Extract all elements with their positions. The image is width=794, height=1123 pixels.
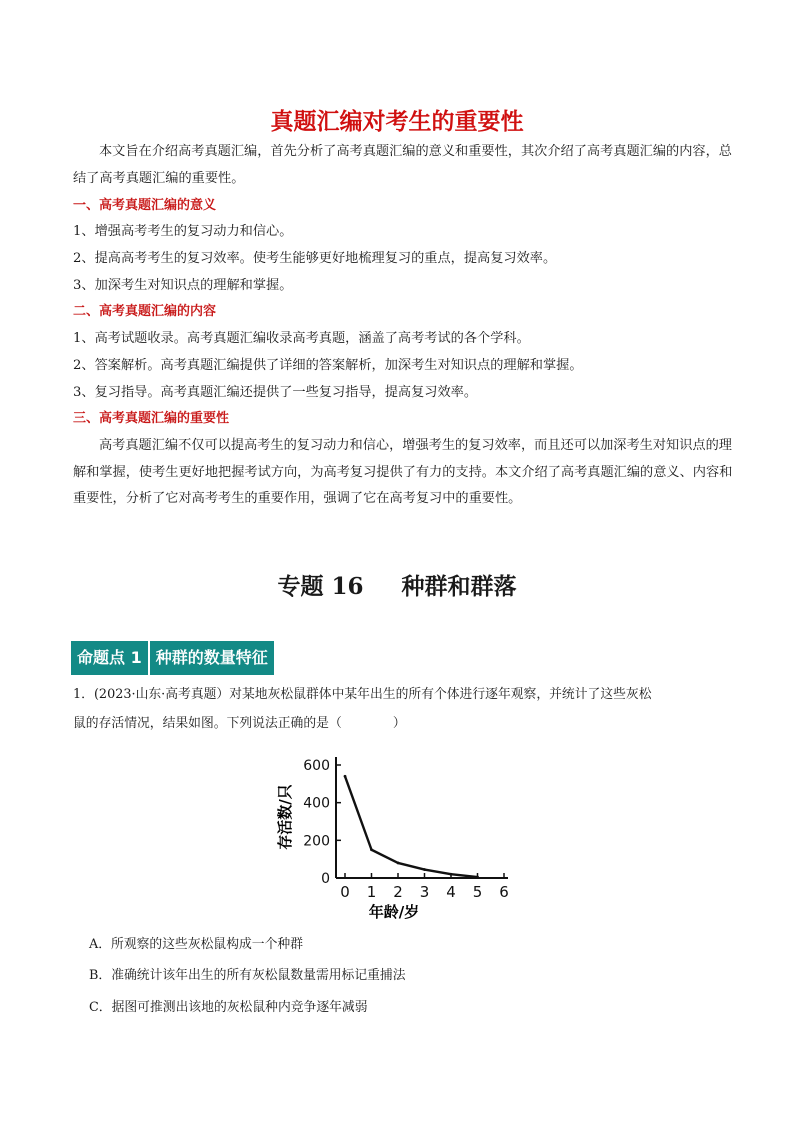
topic-banner <box>71 641 274 675</box>
x-tick-label-2: 2 <box>393 883 403 901</box>
question-stem-line-1: 1．(2023·山东·高考真题）对某地灰松鼠群体中某年出生的所有个体进行逐年观察，并统计了这些灰松 <box>73 687 652 702</box>
chart-marks <box>303 758 509 901</box>
topic-name: 种群和群落 <box>401 573 517 600</box>
conclusion-paragraph: 高考真题汇编不仅可以提高考生的复习动力和信心，增强考生的复习效率，而且还可以加深考生对知识点的理解和掌握，使考生更好地把握考试方向，为高考复习提供了有力的支持。本文介绍了高考真题汇编的意义、内容和重要性，分析了它对高考考生的重要作用，强调了它在高考复习中的重要性。 <box>73 438 733 506</box>
y-axis-label: 存活数/只 <box>276 784 294 850</box>
section-heading-3: 三、高考真题汇编的重要性 <box>73 411 230 426</box>
x-tick-label-3: 3 <box>419 883 430 901</box>
x-tick-label-0: 0 <box>340 883 350 901</box>
banner-label: 命题点 1 <box>71 641 148 675</box>
data-point-1 <box>370 848 373 851</box>
question-stem-line-2: 鼠的存活情况，结果如图。下列说法正确的是（ ） <box>73 716 406 731</box>
option-a: A．所观察的这些灰松鼠构成一个种群 <box>89 937 303 952</box>
section-heading-2: 二、高考真题汇编的内容 <box>73 304 217 319</box>
y-tick-label-0: 0 <box>321 871 330 887</box>
section-2-item-1: 1、高考试题收录。高考真题汇编收录高考真题，涵盖了高考考试的各个学科。 <box>73 331 530 346</box>
intro-paragraph: 本文旨在介绍高考真题汇编，首先分析了高考真题汇编的意义和重要性，其次介绍了高考真题汇编的内容，总结了高考真题汇编的重要性。 <box>73 144 732 186</box>
option-b: B．准确统计该年出生的所有灰松鼠数量需用标记重捕法 <box>89 968 406 983</box>
section-2-item-2: 2、答案解析。高考真题汇编提供了详细的答案解析，加深考生对知识点的理解和掌握。 <box>73 358 583 373</box>
topic-number: 专题 16 <box>277 573 364 600</box>
option-c: C．据图可推测出该地的灰松鼠种内竞争逐年减弱 <box>89 1000 368 1015</box>
x-tick-label-5: 5 <box>472 883 483 901</box>
data-point-4 <box>450 873 453 876</box>
y-tick-label-200: 200 <box>303 833 330 850</box>
section-heading-1: 一、高考真题汇编的意义 <box>73 198 217 213</box>
y-tick-label-400: 400 <box>303 795 330 812</box>
x-tick-label-1: 1 <box>366 883 377 901</box>
x-axis-label: 年龄/岁 <box>368 903 420 921</box>
section-2-item-3: 3、复习指导。高考真题汇编还提供了一些复习指导，提高复习效率。 <box>73 385 478 400</box>
page-title: 真题汇编对考生的重要性 <box>270 109 524 135</box>
x-tick-label-4: 4 <box>446 883 456 901</box>
data-point-2 <box>397 862 400 865</box>
section-1-item-2: 2、提高高考考生的复习效率。使考生能够更好地梳理复习的重点，提高复习效率。 <box>73 251 557 266</box>
data-point-5 <box>476 876 479 879</box>
topic-title <box>0 568 794 601</box>
data-point-3 <box>423 868 426 871</box>
survival-chart <box>268 745 528 925</box>
data-point-0 <box>344 775 347 778</box>
survival-series-line <box>345 776 478 877</box>
section-1-item-1: 1、增强高考考生的复习动力和信心。 <box>73 224 293 239</box>
x-tick-label-6: 6 <box>499 883 509 901</box>
banner-name: 种群的数量特征 <box>150 641 274 675</box>
y-tick-label-600: 600 <box>303 758 330 774</box>
section-1-item-3: 3、加深考生对知识点的理解和掌握。 <box>73 278 293 293</box>
